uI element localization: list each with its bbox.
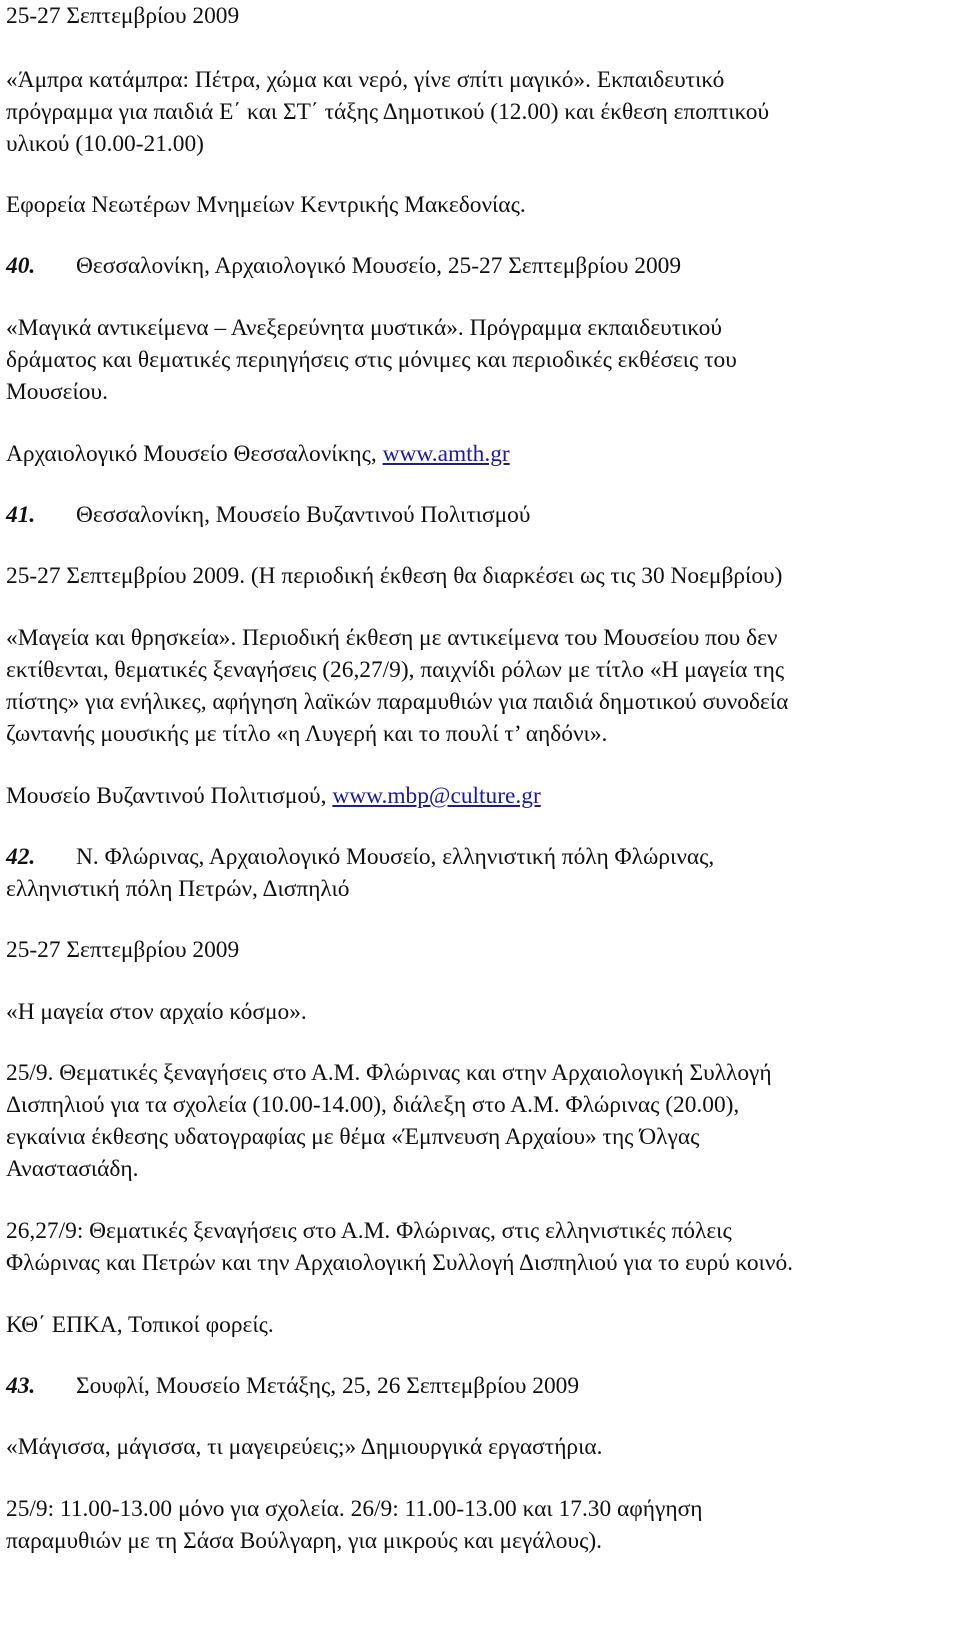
text-line: 25-27 Σεπτεμβρίου 2009. (Η περιοδική έκθεση θα διαρκέσει ως τις 30 Νοεμβρίου) <box>6 563 783 589</box>
text-line: πίστης» για ενήλικες, αφήγηση λαϊκών παραμυθιών για παιδιά δημοτικού συνοδεία <box>6 689 789 715</box>
text-line: ελληνιστική πόλη Πετρών, Δισπηλιό <box>6 876 350 902</box>
section-title: Θεσσαλονίκη, Μουσείο Βυζαντινού Πολιτισμού <box>76 502 531 528</box>
section-heading <box>6 499 530 531</box>
text-line: 25/9: 11.00-13.00 μόνο για σχολεία. 26/9: 11.00-13.00 και 17.30 αφήγηση <box>6 1496 703 1522</box>
text-line: 25/9. Θεματικές ξεναγήσεις στο Α.Μ. Φλώρινας και στην Αρχαιολογική Συλλογή <box>6 1060 772 1086</box>
text-line <box>6 780 541 812</box>
text-line: 25-27 Σεπτεμβρίου 2009 <box>6 937 240 963</box>
text-line: «Μάγισσα, μάγισσα, τι μαγειρεύεις;» Δημιουργικά εργαστήρια. <box>6 1434 603 1460</box>
section-number: 43. <box>6 1373 36 1399</box>
text-line: υλικού (10.00-21.00) <box>6 131 204 157</box>
text-line: ΚΘ΄ ΕΠΚΑ, Τοπικοί φορείς. <box>6 1312 274 1338</box>
text-line: πρόγραμμα για παιδιά Ε΄ και ΣΤ΄ τάξης Δημοτικού (12.00) και έκθεση εποπτικού <box>6 99 770 125</box>
source-label: Αρχαιολογικό Μουσείο Θεσσαλονίκης, <box>6 441 383 467</box>
text-line: Μουσείου. <box>6 379 108 405</box>
section-title: Σουφλί, Μουσείο Μετάξης, 25, 26 Σεπτεμβρίου 2009 <box>76 1373 580 1399</box>
text-line: εκτίθενται, θεματικές ξεναγήσεις (26,27/9), παιχνίδι ρόλων με τίτλο «Η μαγεία της <box>6 657 785 683</box>
text-line: Φλώρινας και Πετρών και την Αρχαιολογική Συλλογή Δισπηλιού για το ευρύ κοινό. <box>6 1250 793 1276</box>
text-line: «Η μαγεία στον αρχαίο κόσμο». <box>6 999 307 1025</box>
section-heading <box>6 841 714 873</box>
text-line: παραμυθιών με τη Σάσα Βούλγαρη, για μικρούς και μεγάλους). <box>6 1528 602 1554</box>
text-line: Εφορεία Νεωτέρων Μνημείων Κεντρικής Μακεδονίας. <box>6 192 526 218</box>
section-heading <box>6 250 681 282</box>
text-line: δράματος και θεματικές περιηγήσεις στις μόνιμες και περιοδικές εκθέσεις του <box>6 347 737 373</box>
section-number: 42. <box>6 844 36 870</box>
section-title: Ν. Φλώρινας, Αρχαιολογικό Μουσείο, ελληνιστική πόλη Φλώρινας, <box>76 844 715 870</box>
text-line: Δισπηλιού για τα σχολεία (10.00-14.00), διάλεξη στο Α.Μ. Φλώρινας (20.00), <box>6 1092 740 1118</box>
section-heading <box>6 1370 579 1402</box>
text-line: Αναστασιάδη. <box>6 1156 139 1182</box>
text-line: 25-27 Σεπτεμβρίου 2009 <box>6 3 240 29</box>
section-number: 41. <box>6 502 36 528</box>
text-line: «Μαγικά αντικείμενα – Ανεξερεύνητα μυστικά». Πρόγραμμα εκπαιδευτικού <box>6 315 722 341</box>
source-label: Μουσείο Βυζαντινού Πολιτισμού, <box>6 783 333 809</box>
text-line: «Άμπρα κατάμπρα: Πέτρα, χώμα και νερό, γίνε σπίτι μαγικό». Εκπαιδευτικό <box>6 67 725 93</box>
text-line <box>6 438 510 470</box>
website-link[interactable]: www.amth.gr <box>382 441 510 467</box>
text-line: ζωντανής μουσικής με τίτλο «η Λυγερή και το πουλί τ’ αηδόνι». <box>6 721 608 747</box>
text-line: εγκαίνια έκθεσης υδατογραφίας με θέμα «Έμπνευση Αρχαίου» της Όλγας <box>6 1124 700 1150</box>
website-link[interactable]: www.mbp@culture.gr <box>332 783 541 809</box>
section-number: 40. <box>6 253 36 279</box>
text-line: «Μαγεία και θρησκεία». Περιοδική έκθεση με αντικείμενα του Μουσείου που δεν <box>6 625 778 651</box>
text-line: 26,27/9: Θεματικές ξεναγήσεις στο Α.Μ. Φλώρινας, στις ελληνιστικές πόλεις <box>6 1218 732 1244</box>
section-title: Θεσσαλονίκη, Αρχαιολογικό Μουσείο, 25-27 Σεπτεμβρίου 2009 <box>76 253 682 279</box>
